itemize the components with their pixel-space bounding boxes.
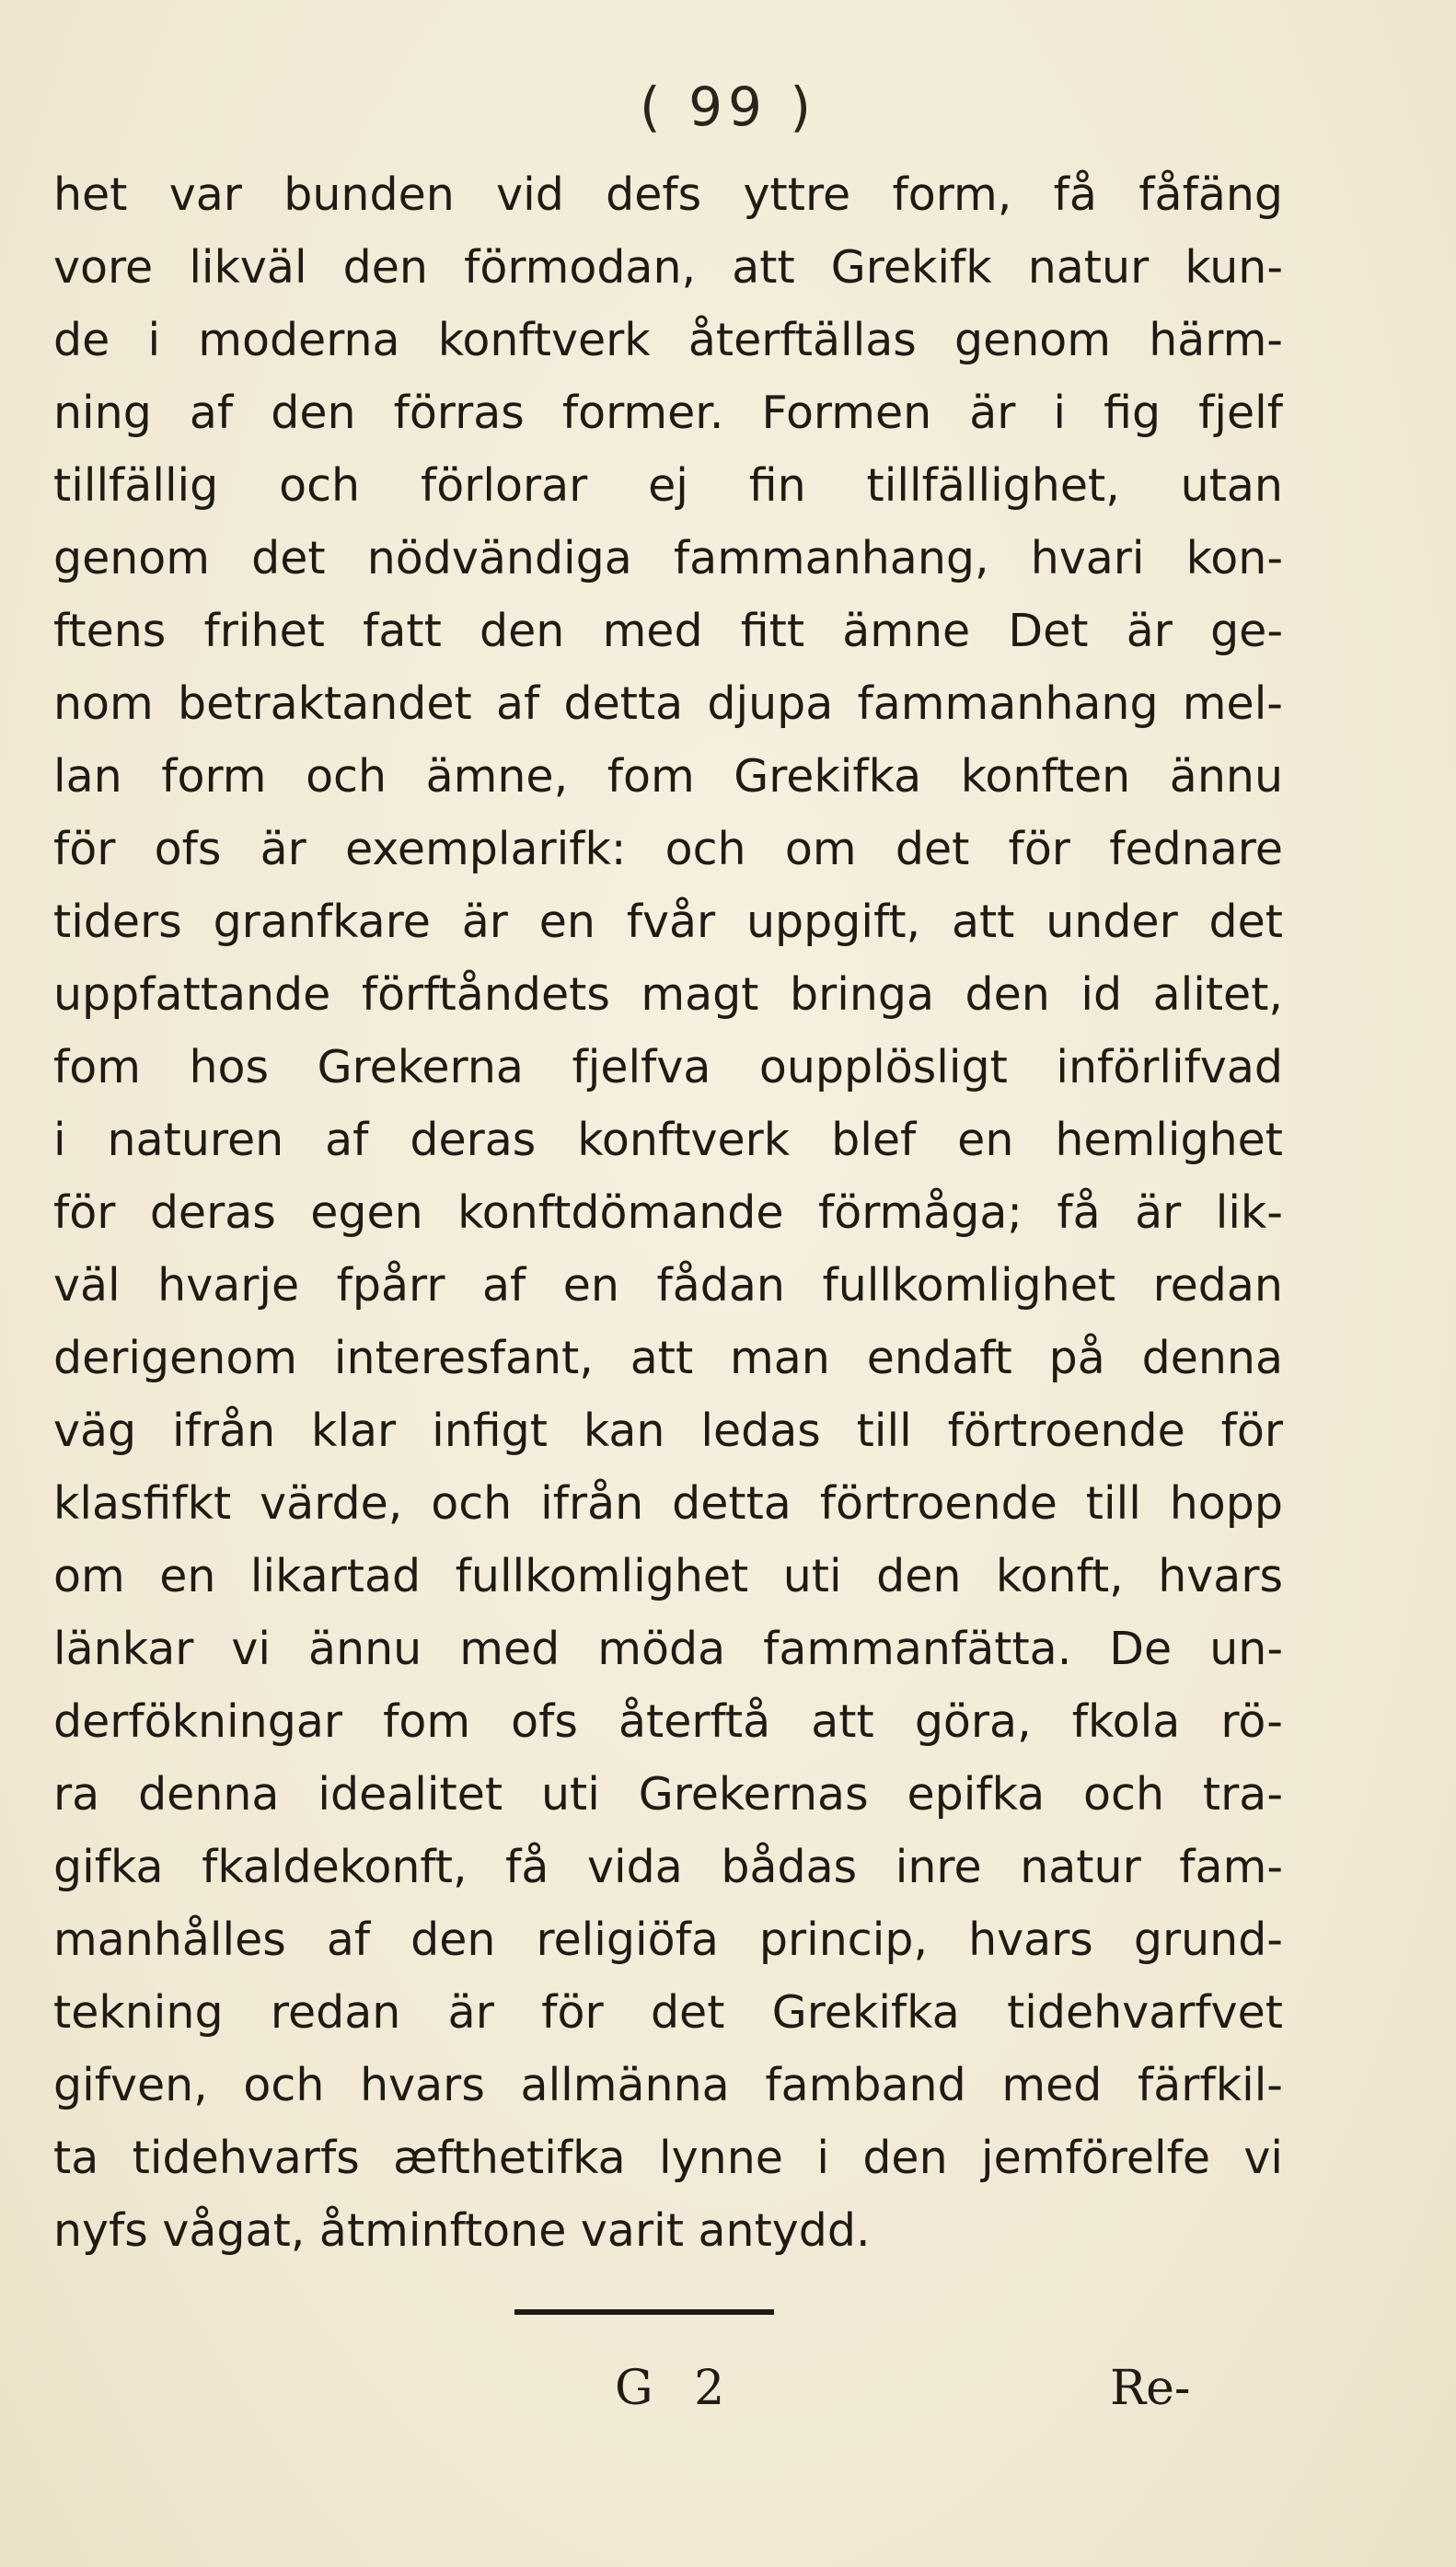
page-number: ( 99 )	[640, 75, 816, 138]
text-line: gifka fkaldekonft, få vida bådas inre natur fam-	[53, 1841, 1283, 1893]
text-line: het var bunden vid defs yttre form, få fåfäng	[53, 168, 1283, 221]
text-line: vore likväl den förmodan, att Grekifk natur kun-	[53, 241, 1283, 294]
text-line: manhålles af den religiöfa princip, hvars grund-	[53, 1914, 1283, 1966]
text-line: fom hos Grekerna fjelfva oupplösligt införlifvad	[53, 1041, 1283, 1093]
text-line: lan form och ämne, fom Grekifka konften ännu	[53, 750, 1283, 803]
text-line: genom det nödvändiga fammanhang, hvari kon-	[53, 532, 1283, 584]
text-line: uppfattande förftåndets magt bringa den id alitet,	[53, 968, 1283, 1021]
signature-mark: G 2	[615, 2361, 738, 2416]
text-line: om en likartad fullkomlighet uti den konft, hvars	[53, 1550, 1283, 1602]
text-line: för ofs är exemplarifk: och om det för fednare	[53, 823, 1283, 875]
text-line: tekning redan är för det Grekifka tidehvarfvet	[53, 1986, 1283, 2039]
catchword: Re-	[1110, 2361, 1191, 2416]
text-line: de i moderna konftverk återftällas genom härm-	[53, 314, 1283, 366]
text-line: ning af den förras former. Formen är i fig fjelf	[53, 387, 1283, 439]
text-line: väl hvarje fpårr af en fådan fullkomlighet redan	[53, 1259, 1283, 1312]
body-text	[53, 158, 1283, 2267]
text-line: länkar vi ännu med möda fammanfätta. De un-	[53, 1623, 1283, 1675]
text-line: derigenom interesfant, att man endaft på denna	[53, 1332, 1283, 1384]
text-line: gifven, och hvars allmänna famband med färfkil-	[53, 2059, 1283, 2111]
text-line: derfökningar fom ofs återftå att göra, fkola rö-	[53, 1695, 1283, 1748]
text-line-last: nyfs vågat, åtminftone varit antydd.	[53, 2204, 871, 2257]
text-line: ftens frihet fatt den med fitt ämne Det är ge-	[53, 605, 1283, 657]
text-line: klasfifkt värde, och ifrån detta förtroende till hopp	[53, 1477, 1283, 1530]
text-line: nom betraktandet af detta djupa fammanhang mel-	[53, 677, 1283, 730]
text-line: för deras egen konftdömande förmåga; få är lik-	[53, 1186, 1283, 1239]
text-line: tillfällig och förlorar ej fin tillfällighet, utan	[53, 459, 1283, 512]
text-line: väg ifrån klar infigt kan ledas till förtroende för	[53, 1405, 1283, 1457]
text-line: i naturen af deras konftverk blef en hemlighet	[53, 1114, 1283, 1166]
text-line: ra denna idealitet uti Grekernas epifka och tra-	[53, 1768, 1283, 1821]
text-line: ta tidehvarfs æfthetifka lynne i den jemförelfe vi	[53, 2132, 1283, 2184]
text-line: tiders granfkare är en fvår uppgift, att under det	[53, 896, 1283, 948]
section-rule	[514, 2309, 774, 2315]
